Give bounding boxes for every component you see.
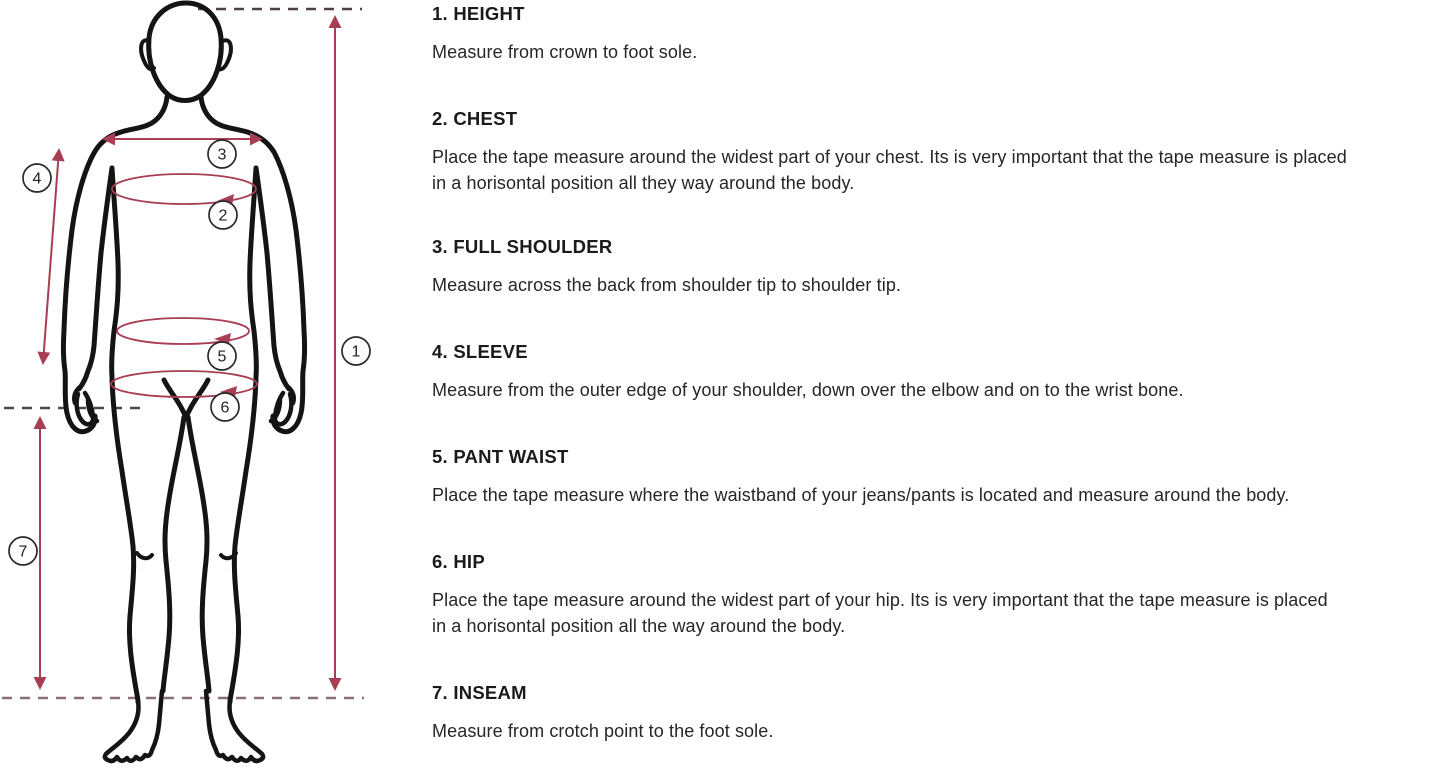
measure-label-3	[208, 140, 236, 168]
label-number: 2	[218, 207, 228, 225]
description-line: Place the tape measure where the waistband of your jeans/pants is located and measure around the body.	[432, 485, 1290, 505]
description-line: Place the tape measure around the widest part of your hip. Its is very important that the tape measure is placed	[432, 590, 1328, 610]
section-title: 6. HIP	[432, 551, 485, 572]
right-inner-arm	[256, 168, 289, 389]
section-title: 2. CHEST	[432, 108, 518, 129]
section-description	[432, 482, 1392, 508]
body-outline	[63, 3, 304, 761]
section-description	[432, 39, 1392, 65]
label-number: 7	[18, 543, 28, 561]
measure-label-4	[23, 164, 51, 192]
section-description	[432, 144, 1392, 196]
section-title: 4. SLEEVE	[432, 341, 528, 362]
section-title: 1. HEIGHT	[432, 3, 525, 24]
left-outer-leg	[112, 379, 138, 702]
left-shoulder-arm	[63, 97, 167, 432]
label-number: 3	[217, 146, 227, 164]
label-number: 5	[217, 348, 227, 366]
section-title: 7. INSEAM	[432, 682, 527, 703]
section-hip	[432, 550, 1392, 639]
description-line: in a horisontal position all they way around the body.	[432, 173, 855, 193]
section-chest	[432, 107, 1392, 196]
right-outer-leg	[230, 379, 256, 702]
measurement-instructions	[432, 0, 1392, 769]
right-knee-mark	[221, 553, 236, 558]
section-sleeve	[432, 340, 1392, 403]
description-line: in a horisontal position all the way around the body.	[432, 616, 846, 636]
guide-lines	[2, 9, 364, 698]
left-inner-arm	[79, 168, 112, 389]
section-title: 5. PANT WAIST	[432, 446, 569, 467]
section-description	[432, 718, 1392, 744]
chest-tape-ellipse	[112, 174, 256, 204]
measure-label-7	[9, 537, 37, 565]
section-description	[432, 377, 1392, 403]
measure-label-1	[342, 337, 370, 365]
right-foot	[206, 691, 263, 761]
body-measurement-diagram	[0, 0, 430, 769]
measure-label-6	[211, 393, 239, 421]
label-number: 6	[220, 399, 230, 417]
left-knee-mark	[137, 553, 152, 558]
label-number: 1	[351, 343, 361, 361]
description-line: Measure from the outer edge of your shoulder, down over the elbow and on to the wrist bone.	[432, 380, 1184, 400]
measurement-marks	[40, 17, 335, 689]
head-outline	[149, 3, 222, 101]
body-diagram-panel	[0, 0, 430, 769]
section-full-shoulder	[432, 235, 1392, 298]
section-inseam	[432, 681, 1392, 744]
label-number: 4	[32, 170, 42, 188]
section-description	[432, 587, 1392, 639]
right-inner-leg	[188, 417, 209, 691]
right-torso-side	[250, 168, 257, 377]
section-description	[432, 272, 1392, 298]
measure-label-5	[208, 342, 236, 370]
left-foot	[105, 691, 162, 761]
description-line: Place the tape measure around the widest part of your chest. Its is very important that the tape measure is placed	[432, 147, 1347, 167]
section-title: 3. FULL SHOULDER	[432, 236, 613, 257]
measure-label-2	[209, 201, 237, 229]
description-line: Measure from crown to foot sole.	[432, 42, 698, 62]
description-line: Measure from crotch point to the foot sole.	[432, 721, 774, 741]
section-pant-waist	[432, 445, 1392, 508]
left-torso-side	[112, 168, 119, 377]
section-height	[432, 2, 1392, 65]
description-line: Measure across the back from shoulder tip to shoulder tip.	[432, 275, 902, 295]
left-inner-leg	[163, 417, 184, 691]
